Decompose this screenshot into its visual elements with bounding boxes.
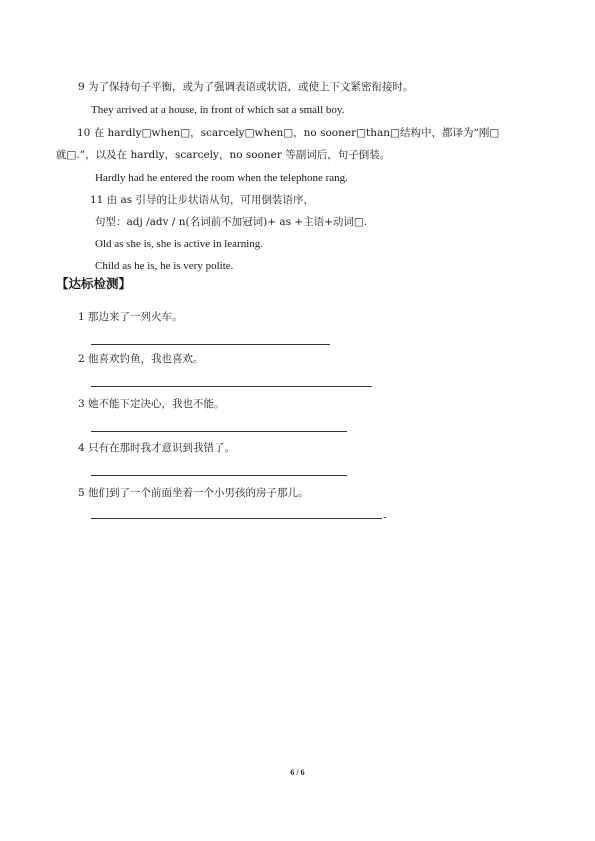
- exercise-3-prompt: 3 她不能下定决心，我也不能。: [78, 398, 225, 410]
- trailing-mark: -: [383, 511, 387, 523]
- exercise-4-prompt: 4 只有在那时我才意识到我错了。: [78, 442, 236, 454]
- exercise-4-answer-line[interactable]: [91, 475, 347, 476]
- rule-11-pattern: 句型：adj /adv / n(名词前不加冠词)+ as +主语+动词□.: [95, 216, 368, 228]
- exercise-3-answer-line[interactable]: [91, 431, 347, 432]
- exercise-5-answer-line[interactable]: [91, 518, 382, 519]
- rule-11-example-2: Child as he is, he is very polite.: [95, 260, 234, 272]
- rule-10-line-2: 就□.”，以及在 hardly，scarcely，no sooner 等副词后，句子倒装。: [56, 149, 391, 161]
- exercise-5-prompt: 5 他们到了一个前面坐着一个小男孩的房子那儿。: [78, 487, 309, 499]
- rule-9-example: They arrived at a house, in front of which sat a small boy.: [91, 104, 345, 116]
- rule-9-text: 9 为了保持句子平衡，或为了强调表语或状语，或使上下文紧密衔接时。: [78, 81, 414, 93]
- section-heading: 【达标检测】: [56, 276, 132, 291]
- rule-10-example: Hardly had he entered the room when the telephone rang.: [95, 172, 348, 184]
- exercise-1-prompt: 1 那边来了一列火车。: [78, 311, 183, 323]
- rule-11-example-1: Old as she is, she is active in learning.: [95, 238, 264, 250]
- rule-11-text: 11 由 as 引导的让步状语从句，可用倒装语序，: [90, 194, 315, 206]
- page-number: 6 / 6: [290, 768, 305, 777]
- exercise-2-prompt: 2 他喜欢钓鱼，我也喜欢。: [78, 353, 204, 365]
- rule-10-line-1: 10 在 hardly□when□，scarcely□when□，no sooner□than□结构中，都译为“刚□: [77, 127, 500, 139]
- exercise-1-answer-line[interactable]: [91, 344, 330, 345]
- exercise-2-answer-line[interactable]: [91, 386, 372, 387]
